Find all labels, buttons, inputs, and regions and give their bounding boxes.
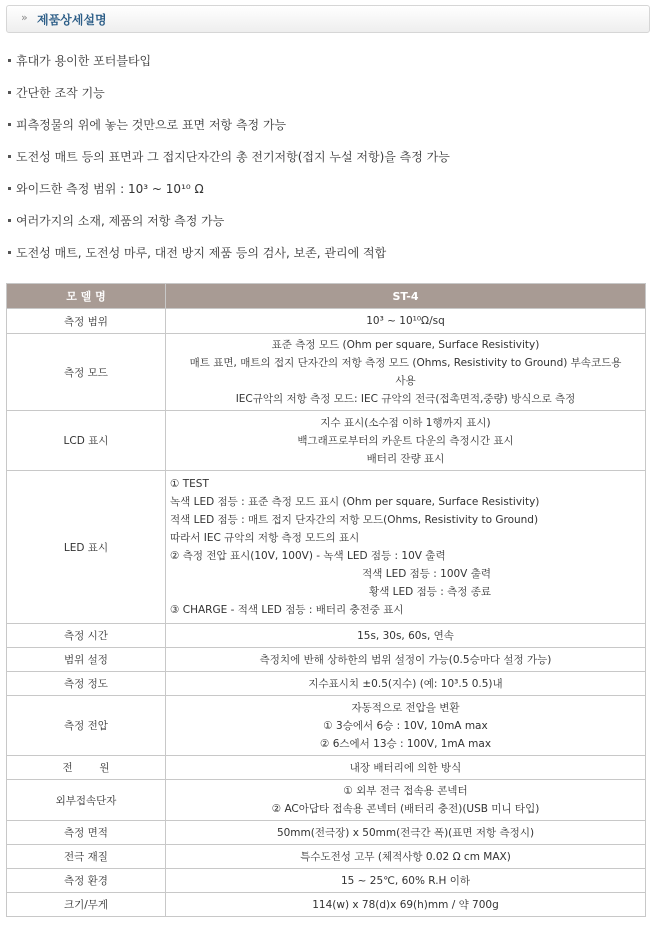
spec-row <box>7 411 646 471</box>
spec-row <box>7 624 646 648</box>
spec-label: 측정 시간 <box>7 624 166 648</box>
spec-value: 15s, 30s, 60s, 연속 <box>166 624 646 648</box>
spec-label: LED 표시 <box>7 471 166 624</box>
bullet-icon <box>8 59 11 62</box>
spec-value: 측정치에 반해 상하한의 범위 설정이 가능(0.5승마다 설정 가능) <box>166 648 646 672</box>
spec-table <box>6 283 646 917</box>
spec-header-row <box>7 284 646 309</box>
feature-item: 도전성 매트 등의 표면과 그 접지단자간의 총 전기저항(접지 누설 저항)을 측정 가능 <box>8 148 648 180</box>
spec-label: 전극 재질 <box>7 845 166 869</box>
spec-label: 측정 환경 <box>7 869 166 893</box>
feature-item: 간단한 조작 기능 <box>8 84 648 116</box>
spec-value: 114(w) x 78(d)x 69(h)mm / 약 700g <box>166 893 646 917</box>
spec-row <box>7 334 646 411</box>
section-header <box>6 5 650 33</box>
spec-label: 전 원 <box>7 756 166 780</box>
chevron-right-icon: » <box>21 11 28 24</box>
feature-item: 와이드한 측정 범위 : 10³ ~ 10¹⁰ Ω <box>8 180 648 212</box>
feature-item: 여러가지의 소재, 제품의 저항 측정 가능 <box>8 212 648 244</box>
spec-row <box>7 821 646 845</box>
spec-value: 15 ~ 25℃, 60% R.H 이하 <box>166 869 646 893</box>
feature-item: 도전성 매트, 도전성 마루, 대전 방지 제품 등의 검사, 보존, 관리에 적합 <box>8 244 648 276</box>
spec-value: 표준 측정 모드 (Ohm per square, Surface Resistivity) 매트 표면, 매트의 접지 단자간의 저항 측정 모드 (Ohms, Resistivity to Ground) 부속코드용 사용 IEC규악의 저항 측정 모드: IEC 규악의 전극(접촉면적,중량) 방식으로 측정 <box>166 334 646 411</box>
feature-list <box>8 52 648 276</box>
spec-label: 범위 설정 <box>7 648 166 672</box>
spec-value: 지수 표시(소수점 이하 1행까지 표시) 백그래프로부터의 카운트 다운의 측정시간 표시 배터리 잔량 표시 <box>166 411 646 471</box>
spec-label: 크기/무게 <box>7 893 166 917</box>
spec-row <box>7 780 646 821</box>
spec-value: 50mm(전극장) x 50mm(전극간 폭)(표면 저항 측정시) <box>166 821 646 845</box>
spec-value: 자동적으로 전압을 변환 ① 3승에서 6승 : 10V, 10mA max ② 6스에서 13승 : 100V, 1mA max <box>166 696 646 756</box>
spec-label: 측정 범위 <box>7 309 166 334</box>
bullet-icon <box>8 251 11 254</box>
spec-label: 측정 모드 <box>7 334 166 411</box>
spec-row <box>7 648 646 672</box>
feature-item: 피측정물의 위에 놓는 것만으로 표면 저항 측정 가능 <box>8 116 648 148</box>
spec-row <box>7 893 646 917</box>
bullet-icon <box>8 123 11 126</box>
bullet-icon <box>8 219 11 222</box>
spec-value: 10³ ~ 10¹⁰Ω/sq <box>166 309 646 334</box>
spec-value: 특수도전성 고무 (체적사항 0.02 Ω cm MAX) <box>166 845 646 869</box>
spec-label: 측정 전압 <box>7 696 166 756</box>
bullet-icon <box>8 155 11 158</box>
spec-value: 지수표시치 ±0.5(지수) (예: 10³.5 0.5)내 <box>166 672 646 696</box>
spec-row <box>7 309 646 334</box>
spec-row <box>7 672 646 696</box>
spec-row <box>7 869 646 893</box>
spec-header-value: ST-4 <box>166 284 646 309</box>
spec-label: LCD 표시 <box>7 411 166 471</box>
section-title: 제품상세설명 <box>37 13 107 27</box>
spec-header-label: 모 델 명 <box>7 284 166 309</box>
spec-label: 측정 정도 <box>7 672 166 696</box>
spec-row <box>7 845 646 869</box>
spec-value: ① 외부 전극 접속용 콘넥터 ② AC아답타 접속용 콘넥터 (배터리 충전)(USB 미니 타입) <box>166 780 646 821</box>
spec-label: 외부접속단자 <box>7 780 166 821</box>
spec-label: 측정 면적 <box>7 821 166 845</box>
spec-row <box>7 756 646 780</box>
bullet-icon <box>8 187 11 190</box>
spec-value: 내장 배터리에 의한 방식 <box>166 756 646 780</box>
bullet-icon <box>8 91 11 94</box>
spec-row <box>7 696 646 756</box>
spec-row <box>7 471 646 624</box>
feature-item: 휴대가 용이한 포터블타입 <box>8 52 648 84</box>
spec-value: ① TEST 녹색 LED 점등 : 표준 측정 모드 표시 (Ohm per square, Surface Resistivity) 적색 LED 점등 : 매트 접지 단자간의 저항 모드(Ohms, Resistivity to Ground) 따라서 IEC 규악의 저항 측정 모드의 표시 ② 측정 전압 표시(10V, 100V) - 녹색 LED 점등 : 10V 출력 적색 LED 점등 : 100V 출력 황색 LED 점등 : 측정 종료 ③ CHARGE - 적색 LED 점등 : 배터리 충전중 표시 <box>166 471 646 624</box>
